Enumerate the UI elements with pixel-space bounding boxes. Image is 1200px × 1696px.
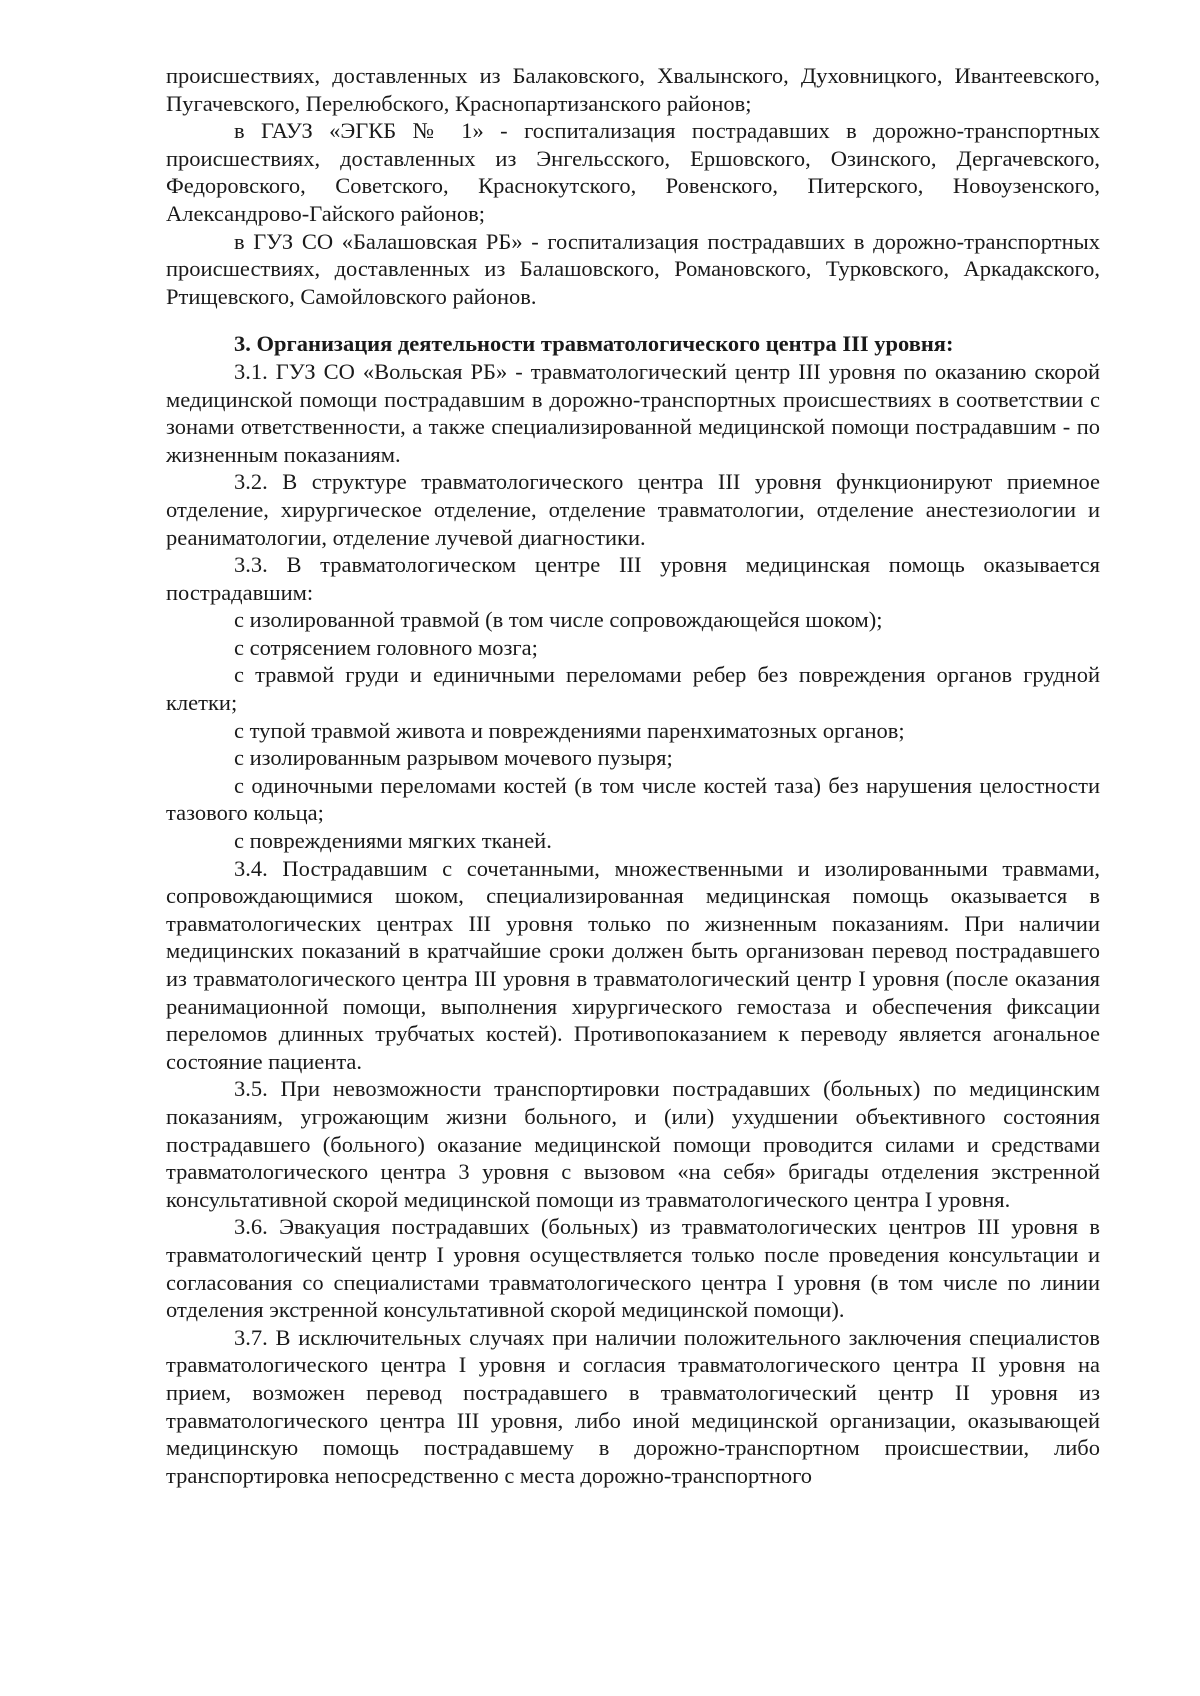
list-item-single-fractures: с одиночными переломами костей (в том числе костей таза) без нарушения целостности тазового кольца; <box>166 772 1100 826</box>
list-item-chest-trauma: с травмой груди и единичными переломами ребер без повреждения органов грудной клетки; <box>166 662 1100 716</box>
list-item-concussion: с сотрясением головного мозга; <box>234 634 538 660</box>
paragraph-egkb-1: в ГАУЗ «ЭГКБ № 1» - госпитализация пострадавших в дорожно-транспортных происшествиях, доставленных из Энгельсского, Ершовского, Озинского, Дергачевского, Федоровского, Советского, Краснокутского, Ровенского, Питерского, Новоузенского, Александрово-Гайского районов; <box>166 118 1100 226</box>
list-item-soft-tissue: с повреждениями мягких тканей. <box>234 828 552 854</box>
list-item-abdominal-trauma: с тупой травмой живота и повреждениями паренхиматозных органов; <box>234 717 905 743</box>
paragraph-3-3: 3.3. В травматологическом центре III уровня медицинская помощь оказывается пострадавшим: <box>166 552 1100 605</box>
paragraph-3-1: 3.1. ГУЗ СО «Вольская РБ» - травматологический центр III уровня по оказанию скорой медицинской помощи пострадавшим в дорожно-транспортных происшествиях в соответствии с зонами ответственности, а также специализированной медицинской помощи пострадавшим - по жизненным показаниям. <box>166 358 1100 467</box>
list-item-bladder-rupture: с изолированным разрывом мочевого пузыря; <box>234 745 673 771</box>
paragraph-3-6: 3.6. Эвакуация пострадавших (больных) из травматологических центров III уровня в травматологический центр I уровня осуществляется только после проведения консультации и согласования со специалистами травматологического центра I уровня (в том числе по линии отделения экстренной консультативной скорой медицинской помощи). <box>166 1214 1100 1323</box>
paragraph-districts-balakovo: происшествиях, доставленных из Балаковского, Хвалынского, Духовницкого, Ивантеевского, Пугачевского, Перелюбского, Краснопартизанского районов; <box>166 63 1100 116</box>
paragraph-3-5: 3.5. При невозможности транспортировки пострадавших (больных) по медицинским показаниям, угрожающим жизни больного, и (или) ухудшении объективного состояния пострадавшего (больного) оказание медицинской помощи проводится силами и средствами травматологического центра 3 уровня с вызовом «на себя» бригады отделения экстренной консультативной скорой медицинской помощи из травматологического центра I уровня. <box>166 1076 1100 1212</box>
list-item-isolated-trauma: с изолированной травмой (в том числе сопровождающейся шоком); <box>234 607 883 633</box>
paragraph-3-4: 3.4. Пострадавшим с сочетанными, множественными и изолированными травмами, сопровождающимися шоком, специализированная медицинская помощь оказывается в травматологических центрах III уровня только по жизненным показаниям. При наличии медицинских показаний в кратчайшие сроки должен быть организован перевод пострадавшего из травматологического центра III уровня в травматологический центр I уровня (после оказания реанимационной помощи, выполнения хирургического гемостаза и обеспечения фиксации переломов длинных трубчатых костей). Противопоказанием к переводу является агональное состояние пациента. <box>166 855 1100 1074</box>
section-3-heading: 3. Организация деятельности травматологического центра III уровня: <box>234 331 954 357</box>
document-page <box>166 62 1100 1489</box>
paragraph-3-2: 3.2. В структуре травматологического центра III уровня функционируют приемное отделение, хирургическое отделение, отделение травматологии, отделение анестезиологии и реаниматологии, отделение лучевой диагностики. <box>166 469 1100 550</box>
paragraph-balashov-rb: в ГУЗ СО «Балашовская РБ» - госпитализация пострадавших в дорожно-транспортных происшествиях, доставленных из Балашовского, Романовского, Турковского, Аркадакского, Ртищевского, Самойловского районов. <box>166 228 1100 309</box>
paragraph-3-7: 3.7. В исключительных случаях при наличии положительного заключения специалистов травматологического центра I уровня и согласия травматологического центра II уровня на прием, возможен перевод пострадавшего в травматологический центр II уровня из травматологического центра III уровня, либо иной медицинской организации, оказывающей медицинскую помощь пострадавшему в дорожно-транспортном происшествии, либо транспортировка непосредственно с места дорожно-транспортного <box>166 1324 1100 1488</box>
